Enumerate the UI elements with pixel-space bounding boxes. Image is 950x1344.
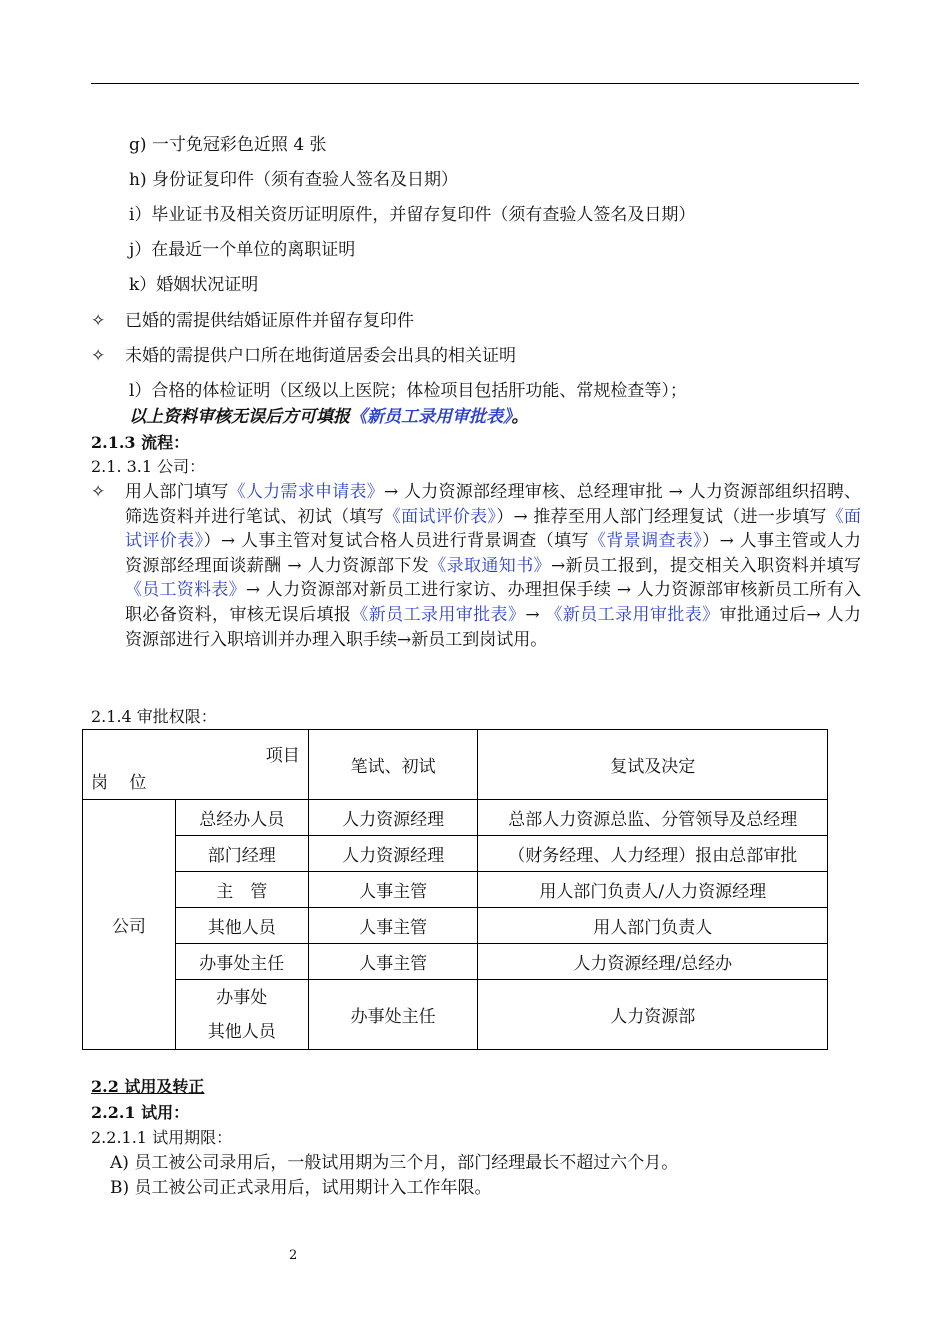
header-col-test: 笔试、初试 [308,730,478,800]
section-heading-2-1-3: 2.1.3 流程： [91,433,190,452]
role-cell: 其他人员 [175,908,308,944]
form-link: 《面试评价表》 [383,506,497,527]
section-heading-2-2-1: 2.2.1 试用： [91,1103,190,1122]
role-cell: 办事处 其他人员 [175,980,308,1050]
table-row [83,800,828,836]
probation-item-a: A) 员工被公司录用后，一般试用期为三个月，部门经理最长不超过六个月。 [110,1153,679,1173]
test-cell: 人事主管 [308,944,478,980]
probation-item-b: B) 员工被公司正式录用后，试用期计入工作年限。 [110,1178,492,1198]
bullet-married: ✧ 已婚的需提供结婚证原件并留存复印件 [91,311,414,331]
table-header-row [83,730,828,800]
form-link: 《新员工录用审批表》 [351,604,526,625]
table-row [83,980,828,1050]
decide-cell: 用人部门负责人/人力资源经理 [478,872,828,908]
test-cell: 人力资源经理 [308,800,478,836]
list-item-g: g) 一寸免冠彩色近照 4 张 [129,135,327,155]
table-row [83,944,828,980]
form-link-approval: 《新员工录用审批表》 [350,407,512,427]
form-link: 《员工资料表》 [125,580,246,601]
role-cell: 办事处主任 [175,944,308,980]
bullet-unmarried: ✧ 未婚的需提供户口所在地街道居委会出具的相关证明 [91,346,516,366]
diagonal-header-cell [83,730,309,800]
page-number: 2 [289,1248,298,1263]
header-rule [91,83,859,84]
section-heading-2-1-3-1: 2.1. 3.1 公司： [91,457,206,476]
decide-cell: 总部人力资源总监、分管领导及总经理 [478,800,828,836]
role-cell: 总经办人员 [175,800,308,836]
bullet-icon: ✧ [91,346,106,366]
decide-cell: （财务经理、人力经理）报由总部审批 [478,836,828,872]
decide-cell: 人力资源部 [478,980,828,1050]
header-item: 项目 [265,745,300,766]
list-item-h: h) 身份证复印件（须有查验人签名及日期） [129,170,458,190]
test-cell: 办事处主任 [308,980,478,1050]
bullet-icon: ✧ [91,482,106,502]
bullet-icon: ✧ [91,311,106,331]
header-position: 岗 位 [91,772,155,793]
list-item-i: i）毕业证书及相关资历证明原件，并留存复印件（须有查验人签名及日期） [129,205,696,225]
test-cell: 人事主管 [308,872,478,908]
process-paragraph: ✧ 用人部门填写《人力需求申请表》→ 人力资源部经理审核、总经理审批 → 人力资源部组织招聘、筛选资料并进行笔试、初试（填写《面试评价表》）→ 推荐至用人部门经理复试（进一步填写《面试评价表》）→ 人事主管对复试合格人员进行背景调查（填写《背景调查表》）→ 人事主管或人力资源部经理面谈薪酬 → 人力资源部下发《录取通知书》→新员工报到，提交相关入职资料并填写《员工资料表》→ 人力资源部对新员工进行家访、办理担保手续 → 人力资源部审核新员工所有入职必备资料，审核无误后填报《新员工录用审批表》→ 《新员工录用审批表》审批通过后→ 人力资源部进行入职培训并办理入职手续→新员工到岗试用。 [91,482,862,650]
approval-table [82,729,828,1050]
form-link: 《面试评价表》 [125,506,862,552]
list-item-k: k）婚姻状况证明 [129,275,259,295]
form-link: 《人力需求申请表》 [228,482,385,502]
table-row [83,836,828,872]
test-cell: 人力资源经理 [308,836,478,872]
role-cell: 主 管 [175,872,308,908]
form-link: 《背景调查表》 [588,531,703,552]
review-note: 以上资料审核无误后方可填报《新员工录用审批表》。 [129,407,529,427]
form-link: 《新员工录用审批表》 [545,604,720,625]
table-row [83,872,828,908]
group-cell: 公司 [83,800,176,1050]
section-heading-2-2: 2.2 试用及转正 [91,1077,205,1096]
table-row [83,908,828,944]
section-heading-2-1-4: 2.1.4 审批权限： [91,707,217,726]
form-link: 《录取通知书》 [429,555,551,576]
list-item-j: j）在最近一个单位的离职证明 [129,240,356,260]
header-col-decide: 复试及决定 [478,730,828,800]
decide-cell: 用人部门负责人 [478,908,828,944]
section-heading-2-2-1-1: 2.2.1.1 试用期限： [91,1128,233,1147]
role-cell: 部门经理 [175,836,308,872]
test-cell: 人事主管 [308,908,478,944]
list-item-l: l）合格的体检证明（区级以上医院；体检项目包括肝功能、常规检查等）； [129,381,687,401]
decide-cell: 人力资源经理/总经办 [478,944,828,980]
